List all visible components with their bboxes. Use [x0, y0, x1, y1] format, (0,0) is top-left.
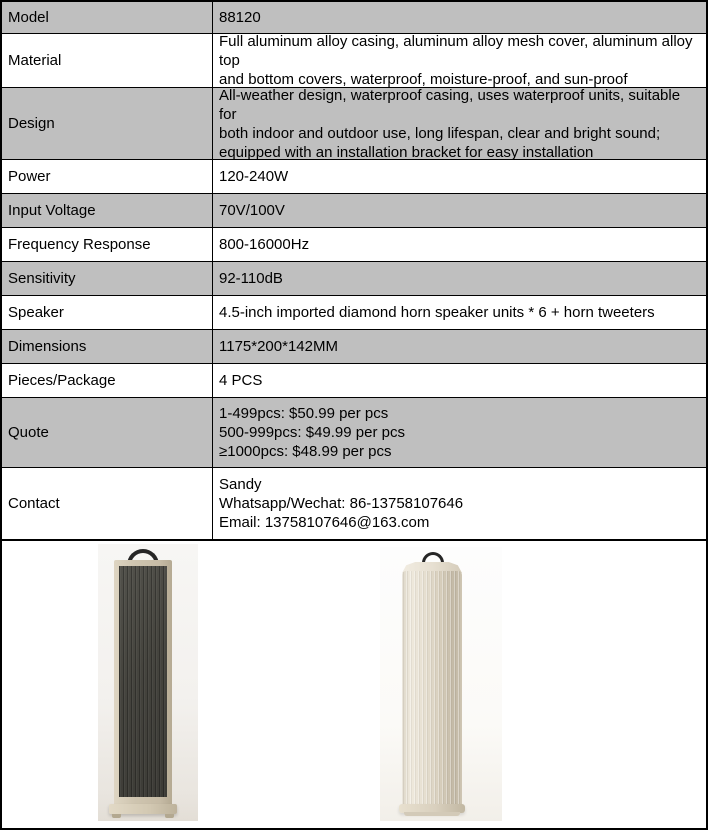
- spec-label: Design: [2, 88, 213, 159]
- spec-label: Speaker: [2, 296, 213, 329]
- spec-label: Quote: [2, 398, 213, 467]
- spec-value: Full aluminum alloy casing, aluminum alloy mesh cover, aluminum alloy top and bottom covers, waterproof, moisture-proof, and sun-proof: [219, 33, 693, 88]
- spec-label: Model: [2, 2, 213, 33]
- spec-label: Contact: [2, 468, 213, 539]
- table-row-dimensions: [2, 330, 706, 364]
- table-row-power: [2, 160, 706, 194]
- speaker-base-ring: [404, 812, 460, 816]
- table-row-design: [2, 88, 706, 160]
- speaker-foot: [112, 814, 121, 818]
- spec-label: Power: [2, 160, 213, 193]
- table-row-model: [2, 2, 706, 34]
- spec-label: Frequency Response: [2, 228, 213, 261]
- spec-value: All-weather design, waterproof casing, uses waterproof units, suitable for both indoor and outdoor use, long lifespan, clear and bright sound; equipped with an installation bracket for easy installation: [219, 86, 681, 161]
- table-row-speaker: [2, 296, 706, 330]
- speaker-base-plate: [109, 804, 177, 814]
- table-row-contact: [2, 468, 706, 541]
- column-speaker-rear-photo: [380, 547, 502, 821]
- spec-table: [2, 2, 706, 541]
- table-row-input-voltage: [2, 194, 706, 228]
- product-photo-gallery: [2, 541, 706, 825]
- spec-value: 88120: [219, 9, 261, 26]
- speaker-rear-column-body: [402, 571, 462, 807]
- table-row-sensitivity: [2, 262, 706, 296]
- table-row-frequency-response: [2, 228, 706, 262]
- table-row-quote: [2, 398, 706, 468]
- spec-value: 120-240W: [219, 168, 289, 185]
- speaker-mesh-grille: [119, 566, 167, 797]
- spec-value: 1-499pcs: $50.99 per pcs 500-999pcs: $49.99 per pcs ≥1000pcs: $48.99 per pcs: [219, 405, 405, 460]
- table-row-material: [2, 34, 706, 88]
- column-speaker-front-photo: [98, 544, 198, 821]
- spec-label: Input Voltage: [2, 194, 213, 227]
- spec-value: 800-16000Hz: [219, 236, 310, 253]
- speaker-foot: [165, 814, 174, 818]
- spec-label: Sensitivity: [2, 262, 213, 295]
- spec-label: Material: [2, 34, 213, 87]
- spec-label: Dimensions: [2, 330, 213, 363]
- spec-value: 1175*200*142MM: [219, 338, 338, 355]
- spec-value: Sandy Whatsapp/Wechat: 86-13758107646 Email: 13758107646@163.com: [219, 476, 464, 531]
- table-row-pieces-package: [2, 364, 706, 398]
- spec-label: Pieces/Package: [2, 364, 213, 397]
- spec-value: 92-110dB: [219, 270, 283, 287]
- speaker-front-cabinet: [114, 560, 172, 807]
- spec-value: 4.5-inch imported diamond horn speaker units * 6 + horn tweeters: [219, 304, 655, 321]
- spec-value: 70V/100V: [219, 202, 285, 219]
- spec-value: 4 PCS: [219, 372, 263, 389]
